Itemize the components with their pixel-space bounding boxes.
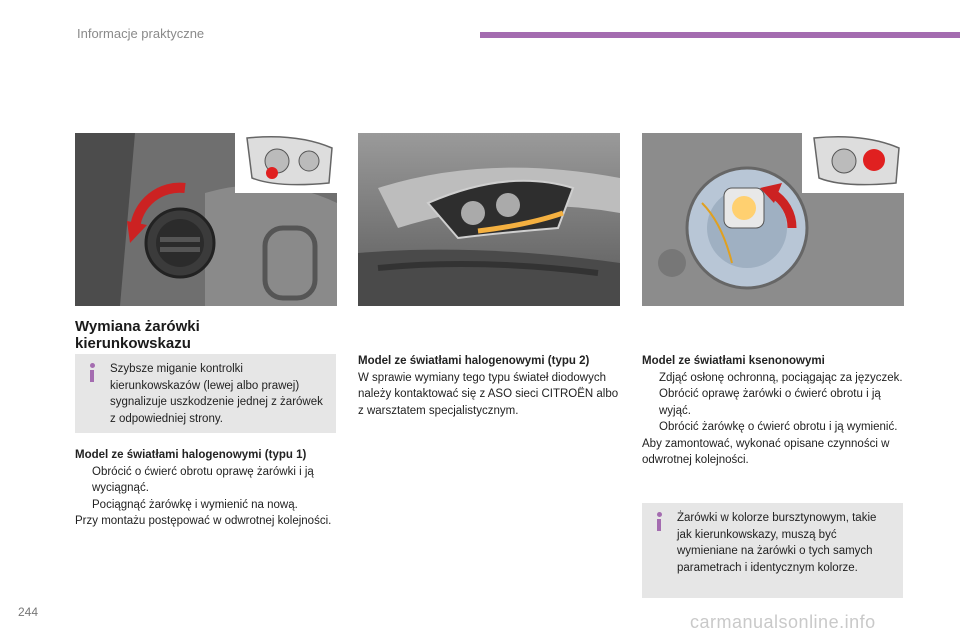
bullet-item: Obrócić żarówkę o ćwierć obrotu i ją wymienić. <box>659 421 898 433</box>
bullet-item: Zdjąć osłonę ochronną, pociągając za języczek. <box>659 371 903 384</box>
illustration-halogen-type1 <box>75 133 337 306</box>
column-heading: Model ze światłami halogenowymi (typu 1) <box>75 449 307 461</box>
column-note: Aby zamontować, wykonać opisane czynności w odwrotnej kolejności. <box>642 437 890 466</box>
bullet-item: Obrócić o ćwierć obrotu oprawę żarówki i ją wyciągnąć. <box>92 465 314 494</box>
illustration-xenon-bulb <box>642 133 904 306</box>
header-accent-bar <box>480 32 960 38</box>
column-halogen-type1 <box>75 447 337 530</box>
info-box <box>75 354 336 433</box>
section-title <box>75 318 305 352</box>
column-note: Przy montażu postępować w odwrotnej kolejności. <box>75 515 332 527</box>
info-text: Szybsze miganie kontrolki kierunkowskazów (lewej albo prawej) sygnalizuje uszkodzenie jednej z żarówek z odpowiedniej strony. <box>110 363 323 425</box>
bullet-item: Obrócić oprawę żarówki o ćwierć obrotu i ją wyjąć. <box>659 388 881 417</box>
headlamp-inset <box>802 133 904 193</box>
column-xenon <box>642 353 904 469</box>
illustration-headlamp-front <box>358 133 620 306</box>
info-box <box>642 503 903 598</box>
section-header: Informacje praktyczne <box>77 26 205 41</box>
title-line: Wymiana żarówki kierunkowskazu <box>75 318 200 352</box>
bullet-item: Pociągnąć żarówkę i wymienić na nową. <box>92 498 298 511</box>
headlamp-inset <box>235 133 337 193</box>
info-icon <box>87 363 97 382</box>
watermark: carmanualsonline.info <box>690 612 876 632</box>
page-number: 244 <box>18 605 39 619</box>
column-halogen-type2 <box>358 353 623 419</box>
column-heading: Model ze światłami halogenowymi (typu 2) <box>358 355 590 367</box>
info-text: Żarówki w kolorze bursztynowym, takie jak kierunkowskazy, muszą być wymieniane na żarówki o tych samych parametrach i identycznym kolorze. <box>677 512 877 574</box>
column-heading: Model ze światłami ksenonowymi <box>642 355 825 367</box>
column-text: W sprawie wymiany tego typu świateł diodowych należy kontaktować się z ASO sieci CITROËN albo z warsztatem specjalistycznym. <box>358 371 619 417</box>
info-icon <box>654 512 664 531</box>
